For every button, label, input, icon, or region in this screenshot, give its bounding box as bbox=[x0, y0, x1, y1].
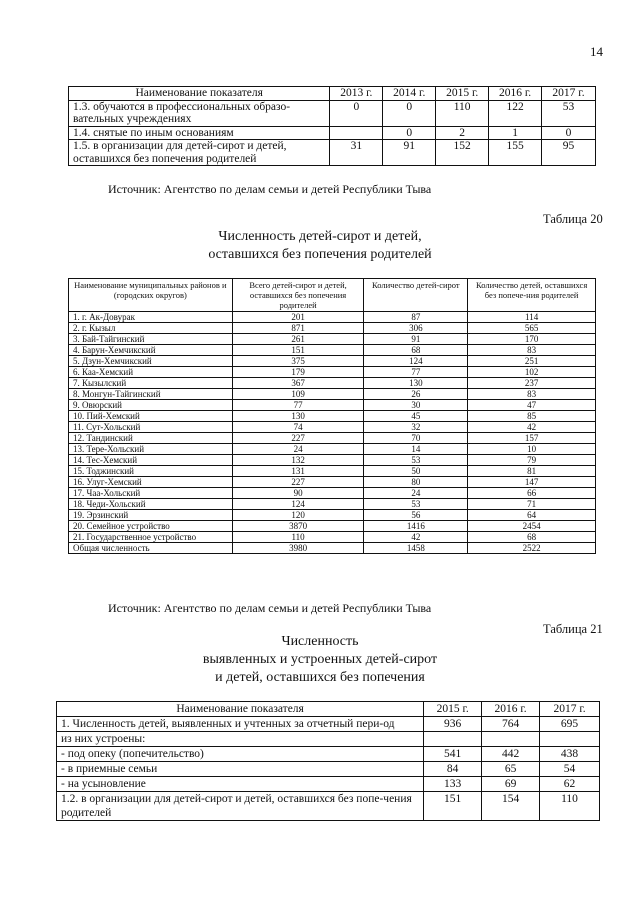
row-value: 85 bbox=[468, 411, 596, 422]
row-value: 64 bbox=[468, 510, 596, 521]
row-value: 56 bbox=[364, 510, 468, 521]
cell-2014: 0 bbox=[383, 126, 436, 140]
row-label: 17. Чаа-Хольский bbox=[69, 488, 233, 499]
header-cell: Количество детей-сирот bbox=[364, 279, 468, 312]
header-cell: 2014 г. bbox=[383, 87, 436, 101]
table-row bbox=[69, 323, 596, 334]
row-label: 9. Овюрский bbox=[69, 400, 233, 411]
row-value: 120 bbox=[232, 510, 364, 521]
row-value: 74 bbox=[232, 422, 364, 433]
row-value: 42 bbox=[468, 422, 596, 433]
table-row bbox=[69, 532, 596, 543]
table-row bbox=[69, 422, 596, 433]
row-value: 871 bbox=[232, 323, 364, 334]
row-value: 62 bbox=[540, 777, 600, 792]
row-value: 179 bbox=[232, 367, 364, 378]
row-value: 3980 bbox=[232, 543, 364, 554]
table-row bbox=[69, 466, 596, 477]
table-row bbox=[57, 717, 600, 732]
row-value: 367 bbox=[232, 378, 364, 389]
header-cell: 2016 г. bbox=[489, 87, 542, 101]
row-label: из них устроены: bbox=[57, 732, 424, 747]
table-identified bbox=[56, 701, 600, 821]
row-label: - на усыновление bbox=[57, 777, 424, 792]
header-cell: 2015 г. bbox=[424, 702, 482, 717]
row-label: 1. г. Ак-Довурак bbox=[69, 312, 233, 323]
row-value: 147 bbox=[468, 477, 596, 488]
row-label: 4. Барун-Хемчикский bbox=[69, 345, 233, 356]
row-value: 131 bbox=[232, 466, 364, 477]
row-value: 83 bbox=[468, 345, 596, 356]
table-title-line: Численность детей-сирот и детей, bbox=[218, 229, 422, 244]
row-value: 114 bbox=[468, 312, 596, 323]
row-value: 79 bbox=[468, 455, 596, 466]
row-label: 21. Государственное устройство bbox=[69, 532, 233, 543]
row-value: 24 bbox=[364, 488, 468, 499]
row-label: 19. Эрзинский bbox=[69, 510, 233, 521]
table-continuation bbox=[68, 86, 596, 166]
row-value: 227 bbox=[232, 433, 364, 444]
row-value: 1416 bbox=[364, 521, 468, 532]
cell-2015: 2 bbox=[436, 126, 489, 140]
row-value: 53 bbox=[364, 455, 468, 466]
row-value: 261 bbox=[232, 334, 364, 345]
row-value bbox=[424, 732, 482, 747]
table-municipal bbox=[68, 278, 596, 554]
row-value: 201 bbox=[232, 312, 364, 323]
row-value: 109 bbox=[232, 389, 364, 400]
cell-2017: 53 bbox=[542, 100, 596, 126]
row-label: 10. Пий-Хемский bbox=[69, 411, 233, 422]
row-value: 237 bbox=[468, 378, 596, 389]
table-title-line: выявленных и устроенных детей-сирот bbox=[202, 652, 438, 667]
table-row bbox=[69, 389, 596, 400]
header-cell: Наименование муниципальных районов и (городских округов) bbox=[69, 279, 233, 312]
table-row bbox=[69, 510, 596, 521]
row-value: 65 bbox=[482, 762, 540, 777]
cell-2013: 0 bbox=[330, 100, 383, 126]
row-value: 53 bbox=[364, 499, 468, 510]
row-value: 70 bbox=[364, 433, 468, 444]
row-label: - в приемные семьи bbox=[57, 762, 424, 777]
row-value: 26 bbox=[364, 389, 468, 400]
cell-2014: 0 bbox=[383, 100, 436, 126]
source-note: Источник: Агентство по делам семьи и детей Республики Тыва bbox=[108, 601, 432, 615]
row-value: 30 bbox=[364, 400, 468, 411]
table-title-line: Численность bbox=[281, 634, 359, 649]
row-value: 71 bbox=[468, 499, 596, 510]
row-value: 130 bbox=[232, 411, 364, 422]
cell-2016: 122 bbox=[489, 100, 542, 126]
table-row bbox=[69, 411, 596, 422]
cell-2015: 110 bbox=[436, 100, 489, 126]
header-cell: 2017 г. bbox=[542, 87, 596, 101]
row-value: 90 bbox=[232, 488, 364, 499]
row-value: 45 bbox=[364, 411, 468, 422]
row-value: 68 bbox=[468, 532, 596, 543]
table-row bbox=[57, 747, 600, 762]
table-row bbox=[69, 356, 596, 367]
table-row bbox=[69, 378, 596, 389]
row-value: 32 bbox=[364, 422, 468, 433]
row-value: 936 bbox=[424, 717, 482, 732]
row-label: 1.5. в организации для детей-сирот и детей, оставшихся без попечения родителей bbox=[69, 140, 330, 166]
header-cell: 2017 г. bbox=[540, 702, 600, 717]
row-value: 251 bbox=[468, 356, 596, 367]
cell-2016: 155 bbox=[489, 140, 542, 166]
row-value: 83 bbox=[468, 389, 596, 400]
table-label: Таблица 21 bbox=[543, 622, 603, 636]
header-cell: Наименование показателя bbox=[69, 87, 330, 101]
row-label: 2. г. Кызыл bbox=[69, 323, 233, 334]
table-row bbox=[69, 312, 596, 323]
row-label: 15. Тоджинский bbox=[69, 466, 233, 477]
row-label: 3. Бай-Тайгинский bbox=[69, 334, 233, 345]
cell-2013 bbox=[330, 126, 383, 140]
table-label: Таблица 20 bbox=[543, 212, 603, 226]
row-label: 12. Тандинский bbox=[69, 433, 233, 444]
row-value: 102 bbox=[468, 367, 596, 378]
row-value: 84 bbox=[424, 762, 482, 777]
table-row bbox=[69, 455, 596, 466]
table-row bbox=[69, 140, 596, 166]
row-value: 81 bbox=[468, 466, 596, 477]
row-value: 124 bbox=[364, 356, 468, 367]
table-row bbox=[69, 100, 596, 126]
table-row bbox=[57, 777, 600, 792]
row-value: 306 bbox=[364, 323, 468, 334]
row-value: 77 bbox=[232, 400, 364, 411]
source-note: Источник: Агентство по делам семьи и детей Республики Тыва bbox=[108, 182, 432, 196]
row-value: 77 bbox=[364, 367, 468, 378]
header-cell: Всего детей-сирот и детей, оставшихся без попечения родителей bbox=[232, 279, 364, 312]
row-value: 66 bbox=[468, 488, 596, 499]
row-label: - под опеку (попечительство) bbox=[57, 747, 424, 762]
row-value: 80 bbox=[364, 477, 468, 488]
row-label: 14. Тес-Хемский bbox=[69, 455, 233, 466]
cell-2016: 1 bbox=[489, 126, 542, 140]
row-value: 47 bbox=[468, 400, 596, 411]
table-row bbox=[69, 126, 596, 140]
row-label: 5. Дзун-Хемчикский bbox=[69, 356, 233, 367]
table-row bbox=[69, 400, 596, 411]
table-row bbox=[57, 732, 600, 747]
table-row bbox=[69, 477, 596, 488]
row-label: 1.3. обучаются в профессиональных образо-вательных учреждениях bbox=[69, 100, 330, 126]
row-value: 151 bbox=[232, 345, 364, 356]
table-row bbox=[69, 521, 596, 532]
header-cell: 2016 г. bbox=[482, 702, 540, 717]
row-value: 151 bbox=[424, 792, 482, 821]
cell-2013: 31 bbox=[330, 140, 383, 166]
row-value: 2522 bbox=[468, 543, 596, 554]
row-label: 20. Семейное устройство bbox=[69, 521, 233, 532]
table-row bbox=[69, 433, 596, 444]
table-title bbox=[0, 228, 640, 264]
row-value: 130 bbox=[364, 378, 468, 389]
table-title-line: оставшихся без попечения родителей bbox=[208, 247, 432, 262]
row-value: 24 bbox=[232, 444, 364, 455]
row-label: 18. Чеди-Хольский bbox=[69, 499, 233, 510]
table-header-row bbox=[69, 279, 596, 312]
row-label: 11. Сут-Хольский bbox=[69, 422, 233, 433]
table-header-row bbox=[57, 702, 600, 717]
row-value: 10 bbox=[468, 444, 596, 455]
row-label: Общая численность bbox=[69, 543, 233, 554]
row-value: 91 bbox=[364, 334, 468, 345]
row-value: 695 bbox=[540, 717, 600, 732]
row-value: 375 bbox=[232, 356, 364, 367]
row-value: 170 bbox=[468, 334, 596, 345]
table-row bbox=[69, 488, 596, 499]
row-value: 132 bbox=[232, 455, 364, 466]
row-value: 541 bbox=[424, 747, 482, 762]
cell-2014: 91 bbox=[383, 140, 436, 166]
row-label: 1. Численность детей, выявленных и учтенных за отчетный пери-од bbox=[57, 717, 424, 732]
table-row bbox=[57, 762, 600, 777]
row-value: 157 bbox=[468, 433, 596, 444]
row-value: 764 bbox=[482, 717, 540, 732]
cell-2017: 95 bbox=[542, 140, 596, 166]
row-label: 8. Монгун-Тайгинский bbox=[69, 389, 233, 400]
row-value bbox=[540, 732, 600, 747]
row-label: 1.2. в организации для детей-сирот и детей, оставшихся без попе-чения родителей bbox=[57, 792, 424, 821]
row-value: 2454 bbox=[468, 521, 596, 532]
table-title bbox=[0, 633, 640, 687]
header-cell: 2013 г. bbox=[330, 87, 383, 101]
row-value: 154 bbox=[482, 792, 540, 821]
table-header-row bbox=[69, 87, 596, 101]
page-number: 14 bbox=[590, 44, 603, 59]
row-label: 16. Улуг-Хемский bbox=[69, 477, 233, 488]
row-value: 442 bbox=[482, 747, 540, 762]
table-row bbox=[69, 499, 596, 510]
row-value: 42 bbox=[364, 532, 468, 543]
row-label: 1.4. снятые по иным основаниям bbox=[69, 126, 330, 140]
row-value: 14 bbox=[364, 444, 468, 455]
row-value: 68 bbox=[364, 345, 468, 356]
table-row bbox=[69, 334, 596, 345]
table-row bbox=[69, 444, 596, 455]
cell-2017: 0 bbox=[542, 126, 596, 140]
cell-2015: 152 bbox=[436, 140, 489, 166]
row-label: 13. Тере-Хольский bbox=[69, 444, 233, 455]
header-cell: 2015 г. bbox=[436, 87, 489, 101]
row-label: 7. Кызылский bbox=[69, 378, 233, 389]
row-value: 69 bbox=[482, 777, 540, 792]
row-value: 3870 bbox=[232, 521, 364, 532]
row-value: 438 bbox=[540, 747, 600, 762]
row-value: 133 bbox=[424, 777, 482, 792]
header-cell: Количество детей, оставшихся без попече-ния родителей bbox=[468, 279, 596, 312]
row-value: 50 bbox=[364, 466, 468, 477]
row-value: 110 bbox=[232, 532, 364, 543]
row-value: 227 bbox=[232, 477, 364, 488]
row-label: 6. Каа-Хемский bbox=[69, 367, 233, 378]
row-value: 54 bbox=[540, 762, 600, 777]
row-value: 110 bbox=[540, 792, 600, 821]
table-row bbox=[69, 345, 596, 356]
row-value bbox=[482, 732, 540, 747]
table-row bbox=[69, 543, 596, 554]
row-value: 124 bbox=[232, 499, 364, 510]
row-value: 565 bbox=[468, 323, 596, 334]
table-row bbox=[69, 367, 596, 378]
table-row bbox=[57, 792, 600, 821]
row-value: 1458 bbox=[364, 543, 468, 554]
header-cell: Наименование показателя bbox=[57, 702, 424, 717]
row-value: 87 bbox=[364, 312, 468, 323]
table-title-line: и детей, оставшихся без попечения bbox=[215, 670, 425, 685]
